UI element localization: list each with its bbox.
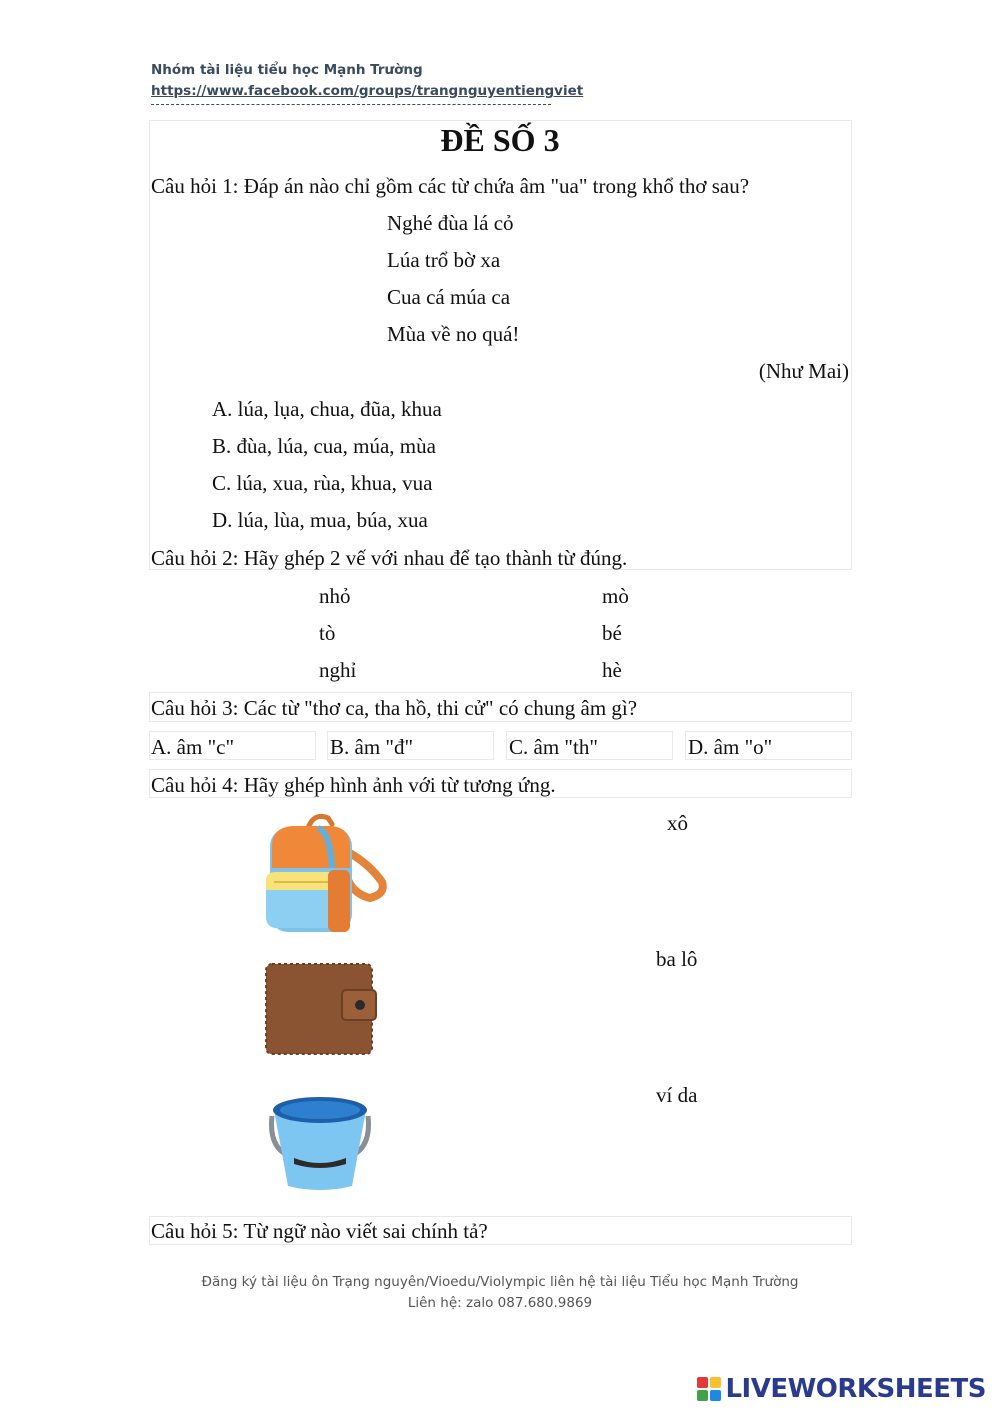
- answer-option-a[interactable]: A. lúa, lụa, chua, đũa, khua: [212, 397, 442, 421]
- question-3-text: Câu hỏi 3: Các từ "thơ ca, tha hồ, thi cử" có chung âm gì?: [151, 696, 638, 720]
- answer-option-c[interactable]: C. âm "th": [509, 735, 598, 759]
- answer-option-a[interactable]: A. âm "c": [151, 735, 235, 759]
- footer-line-2: Liên hệ: zalo 087.680.9869: [407, 1295, 593, 1311]
- answer-option-d[interactable]: D. lúa, lùa, mua, búa, xua: [212, 508, 428, 532]
- question-1-text: Câu hỏi 1: Đáp án nào chỉ gồm các từ chứa âm "ua" trong khổ thơ sau?: [151, 174, 750, 198]
- brand-name: LIVEWORKSHEETS: [725, 1374, 986, 1404]
- poem-line: Cua cá múa ca: [387, 285, 511, 309]
- match-left-word[interactable]: nhỏ: [319, 584, 351, 608]
- brand-logo[interactable]: [697, 1374, 986, 1404]
- wallet-icon[interactable]: [262, 960, 380, 1058]
- match-right-word[interactable]: bé: [602, 621, 622, 645]
- match-left-word[interactable]: tò: [319, 621, 336, 645]
- word-label[interactable]: xô: [667, 811, 688, 835]
- bucket-icon[interactable]: [262, 1088, 378, 1194]
- poem-line: Mùa về no quá!: [387, 322, 520, 346]
- answer-option-b[interactable]: B. âm "đ": [330, 735, 414, 759]
- backpack-icon[interactable]: [258, 810, 388, 934]
- question-4-text: Câu hỏi 4: Hãy ghép hình ảnh với từ tương ứng.: [151, 773, 556, 797]
- word-label[interactable]: ví da: [656, 1083, 698, 1107]
- match-right-word[interactable]: mò: [602, 584, 629, 608]
- answer-option-b[interactable]: B. đùa, lúa, cua, múa, mùa: [212, 434, 436, 458]
- question-2-text: Câu hỏi 2: Hãy ghép 2 vế với nhau để tạo thành từ đúng.: [151, 546, 628, 570]
- footer-line-1: Đăng ký tài liệu ôn Trạng nguyên/Vioedu/Violympic liên hệ tài liệu Tiểu học Mạnh Trường: [201, 1274, 799, 1290]
- match-left-word[interactable]: nghỉ: [319, 658, 357, 682]
- header-org: Nhóm tài liệu tiểu học Mạnh Trường: [151, 62, 423, 78]
- page-title: ĐỀ SỐ 3: [440, 122, 560, 158]
- poem-line: Nghé đùa lá cỏ: [387, 211, 514, 235]
- answer-option-c[interactable]: C. lúa, xua, rùa, khua, vua: [212, 471, 433, 495]
- word-label[interactable]: ba lô: [656, 947, 698, 971]
- brand-mark-icon: [697, 1377, 721, 1401]
- match-right-word[interactable]: hè: [602, 658, 622, 682]
- question-5-text: Câu hỏi 5: Từ ngữ nào viết sai chính tả?: [151, 1219, 488, 1243]
- header-link[interactable]: https://www.facebook.com/groups/trangnguyentiengviet: [151, 83, 584, 99]
- answer-option-d[interactable]: D. âm "o": [688, 735, 773, 759]
- header-divider: [151, 104, 551, 105]
- poem-author: (Như Mai): [758, 359, 849, 383]
- poem-line: Lúa trổ bờ xa: [387, 248, 501, 272]
